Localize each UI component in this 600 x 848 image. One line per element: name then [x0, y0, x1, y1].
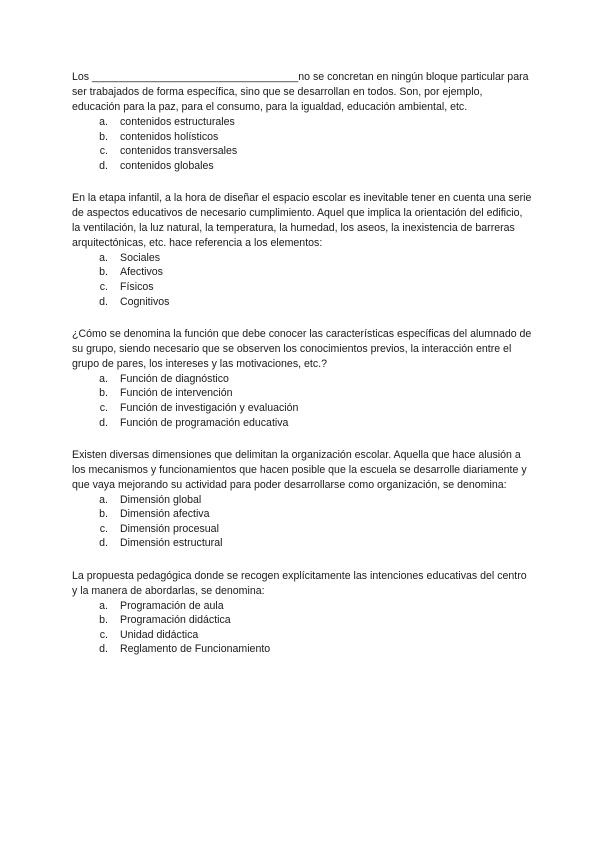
- question-4: [72, 448, 532, 551]
- answer-options: [72, 115, 532, 173]
- option-letter: a.: [99, 251, 108, 264]
- answer-option: [72, 130, 532, 145]
- option-letter: d.: [99, 159, 108, 172]
- option-text: Cognitivos: [120, 295, 170, 308]
- option-text: Función de diagnóstico: [120, 372, 229, 385]
- option-letter: c.: [99, 628, 108, 641]
- option-text: contenidos holísticos: [120, 130, 219, 143]
- answer-option: [72, 401, 532, 416]
- option-text: contenidos estructurales: [120, 116, 235, 128]
- option-text: Reglamento de Funcionamiento: [120, 643, 271, 656]
- answer-option: [72, 536, 532, 551]
- question-2: [72, 191, 535, 309]
- question-stem: Los ___________________________________no se concretan en ningún bloque particular para ser trabajados de forma específica, sino que se desarrollan en todos. Son, por ejemplo, educación para la paz, para el consumo, para la igualdad, educación ambiental, etc.: [72, 71, 532, 113]
- option-text: Dimensión estructural: [120, 537, 223, 550]
- option-text: Función de programación educativa: [120, 416, 289, 429]
- answer-option: [72, 628, 532, 643]
- answer-option: [72, 642, 532, 657]
- option-text: contenidos globales: [120, 159, 214, 172]
- option-text: Función de intervención: [120, 387, 233, 400]
- option-letter: c.: [99, 522, 108, 535]
- option-text: Dimensión afectiva: [120, 508, 210, 521]
- answer-options: [72, 372, 532, 430]
- answer-option: [72, 493, 532, 508]
- answer-option: [72, 265, 532, 280]
- answer-option: [72, 251, 532, 266]
- question-5: [72, 569, 532, 657]
- option-letter: b.: [99, 387, 108, 400]
- option-text: Programación de aula: [120, 599, 224, 612]
- option-letter: b.: [99, 130, 108, 143]
- question-1: [72, 70, 532, 173]
- option-text: Sociales: [120, 251, 161, 264]
- option-letter: d.: [99, 295, 108, 308]
- answer-options: [72, 251, 532, 309]
- answer-option: [72, 372, 532, 387]
- answer-options: [72, 493, 532, 551]
- option-text: Unidad didáctica: [120, 628, 199, 641]
- option-letter: a.: [99, 116, 108, 128]
- option-letter: c.: [99, 281, 108, 294]
- option-letter: a.: [99, 599, 108, 612]
- answer-option: [72, 159, 532, 174]
- answer-option: [72, 416, 532, 431]
- option-text: Programación didáctica: [120, 614, 231, 627]
- option-letter: d.: [99, 643, 108, 656]
- question-stem: En la etapa infantil, a la hora de diseñar el espacio escolar es inevitable tener en cuenta una serie de aspectos educativos de necesario cumplimiento. Aquel que implica la orientación del edificio, la ventilación, la luz natural, la temperatura, la humedad, los aseos, la inexistencia de barreras arquitectónicas, etc. hace referencia a los elementos:: [72, 191, 535, 249]
- option-letter: b.: [99, 266, 108, 279]
- option-text: Dimensión global: [120, 493, 202, 506]
- document-page: [72, 70, 535, 674]
- answer-option: [72, 280, 532, 295]
- option-letter: b.: [99, 508, 108, 521]
- answer-option: [72, 507, 532, 522]
- question-stem: ¿Cómo se denomina la función que debe conocer las características específicas del alumnado de su grupo, siendo necesario que se observen los conocimientos previos, la interacción entre el grupo de pares, los intereses y las motivaciones, etc.?: [72, 327, 535, 370]
- question-stem: Existen diversas dimensiones que delimitan la organización escolar. Aquella que hace alusión a los mecanismos y funcionamientos que hacen posible que la escuela se desarrolle diariamente y que vaya mejorando su actividad para poder desarrollarse como organización, se denomina:: [72, 448, 530, 491]
- option-letter: c.: [99, 401, 108, 414]
- answer-option: [72, 386, 532, 401]
- option-text: contenidos transversales: [120, 145, 238, 158]
- option-text: Físicos: [120, 281, 154, 294]
- option-letter: a.: [99, 372, 108, 385]
- answer-option: [72, 144, 532, 159]
- answer-option: [72, 115, 532, 130]
- option-letter: a.: [99, 493, 108, 506]
- question-stem: La propuesta pedagógica donde se recogen explícitamente las intenciones educativas del centro y la manera de abordarlas, se denomina:: [72, 569, 530, 597]
- option-letter: d.: [99, 537, 108, 550]
- answer-option: [72, 599, 532, 614]
- answer-option: [72, 613, 532, 628]
- answer-option: [72, 295, 532, 310]
- answer-option: [72, 522, 532, 537]
- option-letter: b.: [99, 614, 108, 627]
- option-text: Afectivos: [120, 266, 163, 279]
- option-letter: d.: [99, 416, 108, 429]
- option-text: Dimensión procesual: [120, 522, 219, 535]
- question-3: [72, 327, 535, 430]
- option-text: Función de investigación y evaluación: [120, 401, 299, 414]
- answer-options: [72, 599, 532, 657]
- option-letter: c.: [99, 145, 108, 158]
